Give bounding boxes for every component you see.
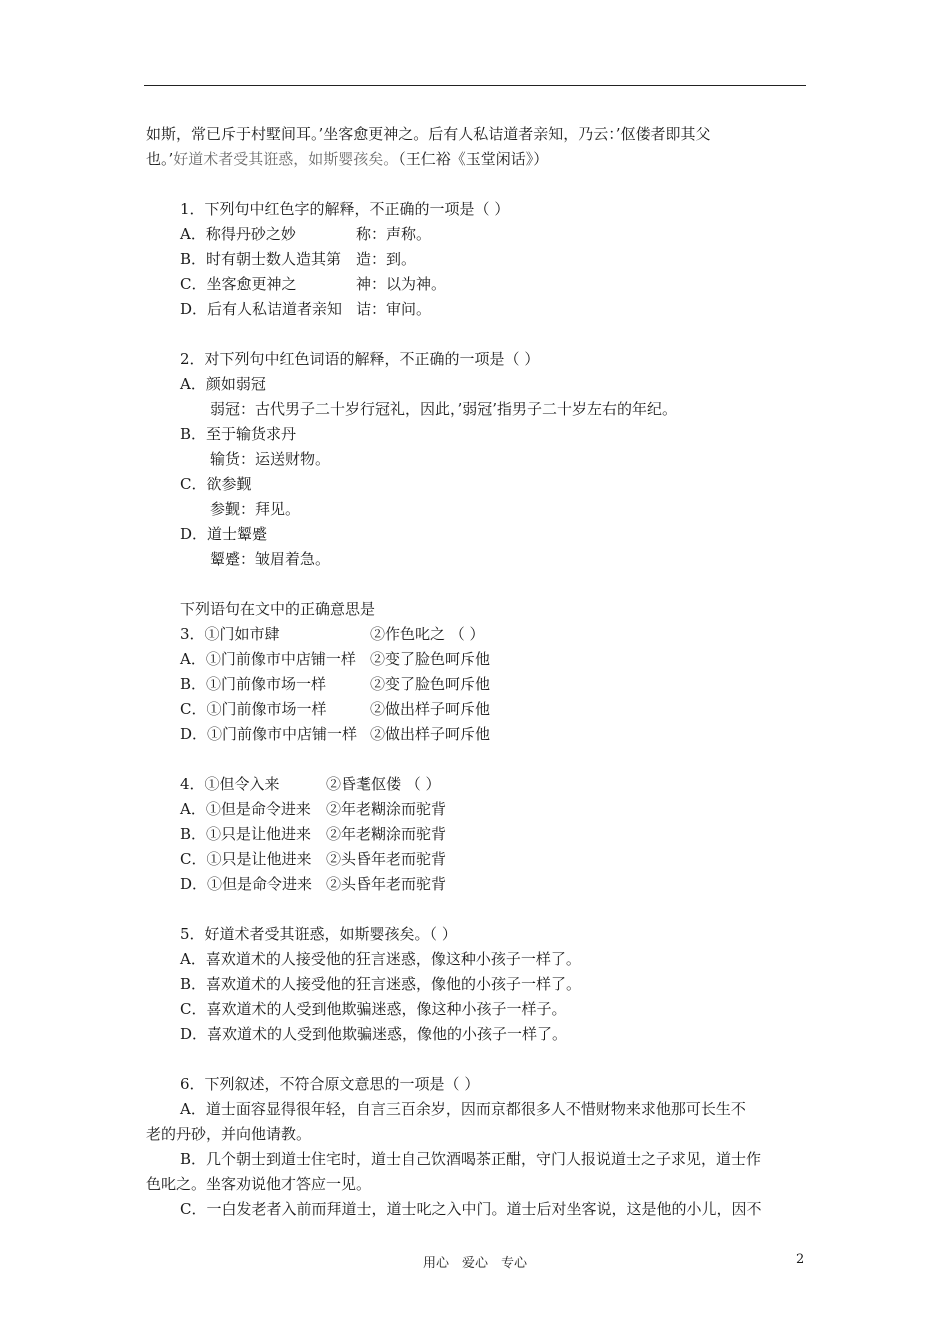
q5-option-d: D．喜欢道术的人受到他欺骗迷惑，像他的小孩子一样了。: [180, 1025, 568, 1043]
intro-line-1: 如斯，常已斥于村墅间耳。’坐客愈更神之。后有人私诘道者亲知，乃云：’伛偻者即其父: [146, 125, 711, 143]
q4-option-b: [146, 822, 808, 847]
intro-gray-text: 好道术者受其诳惑，如斯婴孩矣。: [173, 150, 399, 168]
q1-c-phrase: C．坐客愈更神之: [180, 275, 297, 293]
q1-d-phrase: D．后有人私诘道者亲知: [180, 300, 343, 318]
q3-c-part2: ②做出样子呵斥他: [370, 700, 491, 718]
q3-stem: [146, 622, 808, 647]
q3-d-part2: ②做出样子呵斥他: [370, 725, 491, 743]
q4-b-part1: B．①只是让他进来: [180, 825, 312, 843]
q3-stem-b: ②作色叱之 （ ）: [370, 625, 485, 643]
q3-d-part1: D．①门前像市中店铺一样: [180, 725, 358, 743]
q3-stem-a: 3．①门如市肆: [180, 625, 280, 643]
q2-b-phrase: B．至于输货求丹: [180, 425, 297, 443]
q1-option-b: [146, 247, 808, 272]
q4-a-part2: ②年老糊涂而驼背: [326, 800, 447, 818]
q6-option-a-line2: 老的丹砂，并向他请教。: [146, 1125, 312, 1143]
q5-option-a: A．喜欢道术的人接受他的狂言迷惑，像这种小孩子一样了。: [180, 950, 581, 968]
q3-a-part1: A．①门前像市中店铺一样: [180, 650, 356, 668]
q2-a-gloss: 弱冠：古代男子二十岁行冠礼，因此，’弱冠’指男子二十岁左右的年纪。: [210, 400, 678, 418]
q4-c-part1: C．①只是让他进来: [180, 850, 312, 868]
q1-option-d: [146, 297, 808, 322]
header-rule: [144, 85, 806, 86]
q1-b-phrase: B．时有朝士数人造其第: [180, 250, 342, 268]
q3-option-b: [146, 672, 808, 697]
q6-option-a-line1: A．道士面容显得很年轻，自言三百余岁，因而京都很多人不惜财物来求他那可长生不: [180, 1100, 746, 1118]
q5-option-c: C．喜欢道术的人受到他欺骗迷惑，像这种小孩子一样子。: [180, 1000, 567, 1018]
q4-stem: [146, 772, 808, 797]
q1-a-gloss: 称：声称。: [356, 225, 432, 243]
q2-c-phrase: C．欲参觐: [180, 475, 252, 493]
q2-a-phrase: A．颜如弱冠: [180, 375, 266, 393]
footer-motto: 用心 爱心 专心: [422, 1256, 527, 1271]
document-body: [146, 122, 808, 1222]
q1-option-c: [146, 272, 808, 297]
q4-stem-b: ②昏耄伛偻 （ ）: [326, 775, 441, 793]
q4-stem-a: 4．①但令入来: [180, 775, 280, 793]
q1-d-gloss: 诘：审问。: [356, 300, 432, 318]
q3-b-part1: B．①门前像市场一样: [180, 675, 327, 693]
q4-b-part2: ②年老糊涂而驼背: [326, 825, 447, 843]
q4-option-c: [146, 847, 808, 872]
q4-d-part1: D．①但是命令进来: [180, 875, 313, 893]
q3-option-c: [146, 697, 808, 722]
q2-b-gloss: 输货：运送财物。: [210, 450, 331, 468]
intro-text: 也。’: [146, 150, 174, 168]
q4-option-d: [146, 872, 808, 897]
q1-a-phrase: A．称得丹砂之妙: [180, 225, 296, 243]
q1-option-a: [146, 222, 808, 247]
q1-b-gloss: 造：到。: [356, 250, 417, 268]
q3-c-part1: C．①门前像市场一样: [180, 700, 327, 718]
q3-option-a: [146, 647, 808, 672]
q1-c-gloss: 神：以为神。: [356, 275, 447, 293]
q5-stem: 5．好道术者受其诳惑，如斯婴孩矣。（ ）: [180, 925, 457, 943]
q2-stem: 2．对下列句中红色词语的解释，不正确的一项是（ ）: [180, 350, 540, 368]
q4-c-part2: ②头昏年老而驼背: [326, 850, 447, 868]
q6-stem: 6．下列叙述，不符合原文意思的一项是（ ）: [180, 1075, 480, 1093]
section-intro: 下列语句在文中的正确意思是: [180, 600, 376, 618]
q2-c-gloss: 参觐：拜见。: [210, 500, 301, 518]
intro-source: （王仁裕《玉堂闲话》）: [398, 150, 549, 168]
q3-a-part2: ②变了脸色呵斥他: [370, 650, 491, 668]
q6-option-b-line1: B．几个朝士到道士住宅时，道士自己饮酒喝茶正酣，守门人报说道士之子求见，道士作: [180, 1150, 762, 1168]
q3-option-d: [146, 722, 808, 747]
q2-d-gloss: 颦蹙：皱眉着急。: [210, 550, 331, 568]
page-number: 2: [796, 1252, 805, 1267]
q5-option-b: B．喜欢道术的人接受他的狂言迷惑，像他的小孩子一样了。: [180, 975, 582, 993]
q1-stem: 1．下列句中红色字的解释，不正确的一项是（ ）: [180, 200, 510, 218]
q4-a-part1: A．①但是命令进来: [180, 800, 311, 818]
q6-option-c-line1: C．一白发老者入前而拜道士，道士叱之入中门。道士后对坐客说，这是他的小儿，因不: [180, 1200, 762, 1218]
intro-line-2: [146, 147, 808, 172]
q6-option-b-line2: 色叱之。坐客劝说他才答应一见。: [146, 1175, 372, 1193]
q4-option-a: [146, 797, 808, 822]
q3-b-part2: ②变了脸色呵斥他: [370, 675, 491, 693]
q2-d-phrase: D．道士颦蹙: [180, 525, 268, 543]
q4-d-part2: ②头昏年老而驼背: [326, 875, 447, 893]
